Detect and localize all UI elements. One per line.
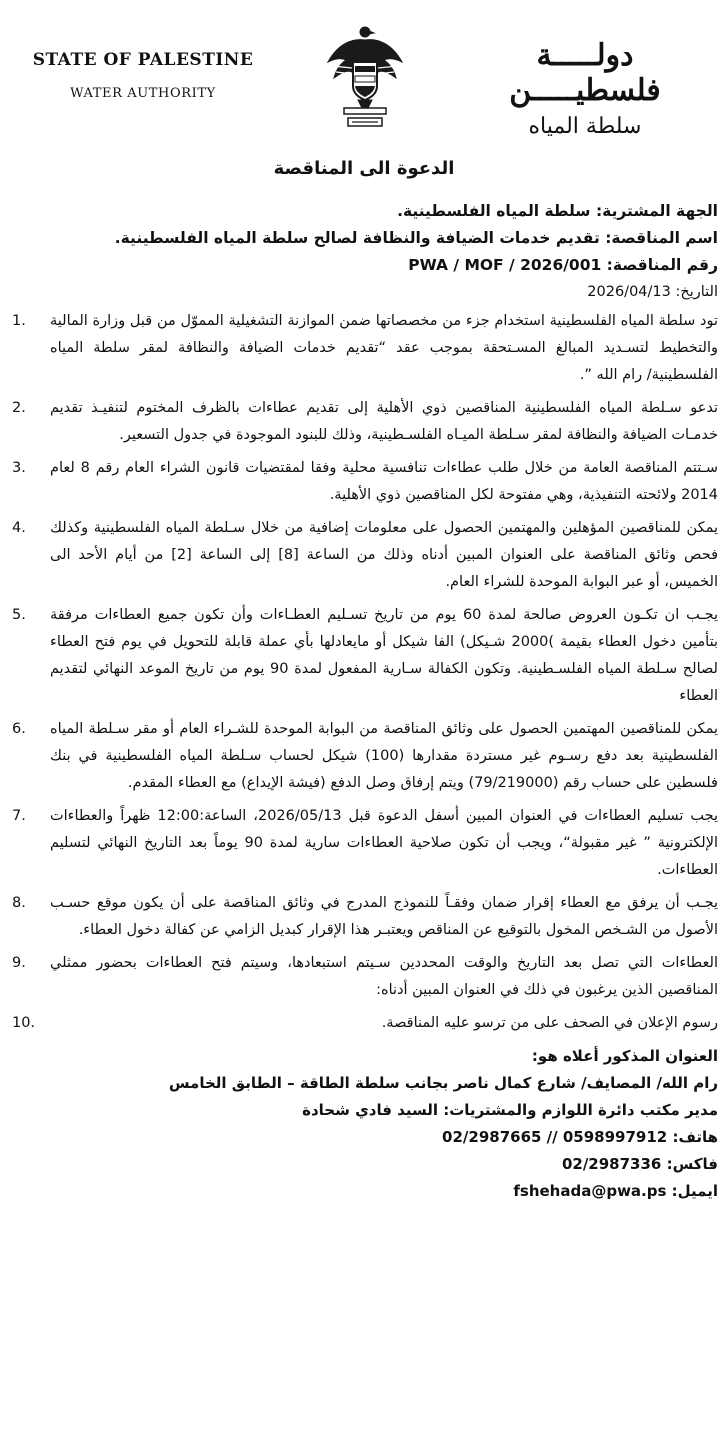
phone-label: هاتف: xyxy=(672,1128,718,1146)
list-item xyxy=(10,515,718,596)
list-item xyxy=(10,308,718,389)
list-item xyxy=(10,395,718,449)
clause-text: يمكن للمناقصين المؤهلين والمهتمين الحصول على معلومات إضافية من خلال سـلطة المياه الفلسطينية وكذلك فحص وثائق المناقصة على العنوان المبين أدناه وذلك من الساعة [8] إلى الساعة [2] من أيام الأحد الى الخميس، أو عبر البوابة الموحدة للشراء العام. xyxy=(50,520,718,590)
tender-name-row xyxy=(10,225,718,252)
clause-number: 7. xyxy=(12,808,26,824)
tender-number-label: رقم المناقصة: xyxy=(606,256,718,274)
list-item xyxy=(10,1010,718,1037)
letterhead xyxy=(0,0,728,150)
clause-text: تدعو سـلطة المياه الفلسطينية المناقصين ذوي الأهلية إلى تقديم عطاءات بالظرف المختوم لتنفيـذ تقديم خدمـات الضيافة والنظافة لمقر سـلطة الميـاه الفلسـطينية، وذلك للبنود الموجودة في جدول التسعير. xyxy=(50,400,718,443)
clause-text: سـتتم المناقصة العامة من خلال طلب عطاءات تنافسية محلية وفقا لمقتضيات قانون الشراء العام رقم 8 لعام 2014 ولائحته التنفيذية، وهي مفتوحة لكل المناقصين ذوي الأهلية. xyxy=(50,460,718,503)
clause-text: يمكن للمناقصين المهتمين الحصول على وثائق المناقصة من البوابة الموحدة للشـراء العام أو مقر سـلطة المياه الفلسطينية بعد دفع رسـوم غير مستردة مقدارها (100) شيكل لحساب سـلطة المياه الفلسطينية في بنك فلسطين على حساب رقم (79/219000) ويتم إرفاق وصل الدفع (فيشة الإيداع) مع العطاء المقدم. xyxy=(50,721,719,791)
list-item xyxy=(10,803,718,884)
clause-text: يجب تسليم العطاءات في العنوان المبين أسفل الدعوة قبل 2026/05/13، الساعة:12:00 ظهراً والعطاءات الإلكترونية ” غير مقبولة“، ويجب أن تكون صلاحية العطاءات سارية لمدة 90 يوماً بعد التاريخ النهائي لتسليم العطاءات. xyxy=(50,808,718,878)
procurement-manager: مدير مكتب دائرة اللوازم والمشتريات: السيد فادي شحادة xyxy=(302,1101,718,1119)
arabic-state-name: دولـــــة فلسطيـــــن xyxy=(509,38,661,108)
date-value: 2026/04/13 xyxy=(587,284,671,300)
tender-name-label: اسم المناقصة: xyxy=(605,229,718,247)
phone-value: 02/2987665 // 0598997912 xyxy=(442,1128,668,1146)
contact-address-block xyxy=(10,1043,718,1205)
arabic-letterhead xyxy=(460,38,710,139)
email-row xyxy=(10,1178,718,1205)
clause-text: تود سلطة المياه الفلسطينية استخدام جزء من مخصصاتها ضمن الموازنة التشغيلية المموّل من قبل وزارة المالية والتخطيط لتسـديد المبالغ المسـتحقة بموجب عقد “تقديم خدمات الضيافة والنظافة لمقر سلطة المياه الفلسطينية/ رام الله ”. xyxy=(50,313,718,383)
date-label: التاريخ: xyxy=(675,284,718,300)
phone-row xyxy=(10,1124,718,1151)
english-letterhead xyxy=(18,50,268,101)
clause-number: 1. xyxy=(12,313,26,329)
address-location: رام الله/ المصايف/ شارع كمال ناصر بجانب سلطة الطاقة – الطابق الخامس xyxy=(168,1074,718,1092)
list-item xyxy=(10,455,718,509)
tender-number-value: PWA / MOF / 2026/001 xyxy=(408,256,602,274)
tender-clauses xyxy=(10,308,718,1037)
clause-text: يجـب ان تكـون العروض صالحة لمدة 60 يوم من تاريخ تسـليم العطـاءات وأن تكون جميع العطاءات مرفقة بتأمين دخول العطاء بقيمة )2000 شـيكل) الفا شيكل أو مايعادلها بأي عملة قابلة للتحويل في يوم فتح العطاء لصالح سـلطة المياه الفلسـطينية. وتكون الكفالة سـارية المفعول لمدة 90 يوم من تاريخ الموعد النهائي لتقديم العطاء xyxy=(50,607,718,704)
fax-row xyxy=(10,1151,718,1178)
clause-text: العطاءات التي تصل بعد التاريخ والوقت المحددين سـيتم استبعادها، وسيتم فتح العطاءات بحضور ممثلي المناقصين الذين يرغبون في ذلك في العنوان المبين أدناه: xyxy=(50,955,718,998)
tender-body xyxy=(10,198,718,1205)
list-item xyxy=(10,950,718,1004)
address-heading: العنوان المذكور أعلاه هو: xyxy=(531,1047,718,1065)
document-title: الدعوة الى المناقصة xyxy=(273,158,455,179)
purchaser-value: سلطة المياه الفلسطينية. xyxy=(397,202,591,220)
email-label: ايميل: xyxy=(671,1182,718,1200)
list-item xyxy=(10,890,718,944)
purchaser-label: الجهة المشترية: xyxy=(595,202,718,220)
english-authority-name: WATER AUTHORITY xyxy=(70,86,216,101)
purchaser-row xyxy=(10,198,718,225)
clause-text: يجـب أن يرفق مع العطاء إقرار ضمان وفقـاً للنموذج المدرج في وثائق المناقصة على أن يكون موقع حسـب الأصول من الشـخص المخول بالتوقيع عن المناقص ويعتبـر هذا الإقرار كبديل الزامي عن كفالة دخول العطاء. xyxy=(50,895,718,938)
tender-name-value: تقديم خدمات الضيافة والنظافة لصالح سلطة المياه الفلسطينية. xyxy=(114,229,600,247)
clause-number: 3. xyxy=(12,460,26,476)
clause-number: 8. xyxy=(12,895,26,911)
list-item xyxy=(10,716,718,797)
clause-number: 2. xyxy=(12,400,26,416)
arabic-authority-name: سلطة المياه xyxy=(528,114,642,139)
tender-number-row xyxy=(10,252,718,279)
fax-label: فاكس: xyxy=(666,1155,718,1173)
clause-number: 5. xyxy=(12,607,26,623)
date-row xyxy=(10,279,718,306)
clause-number: 4. xyxy=(12,520,26,536)
palestine-eagle-emblem-icon xyxy=(322,22,408,134)
clause-number: 9. xyxy=(12,955,26,971)
email-value: fshehada@pwa.ps xyxy=(513,1182,667,1200)
clause-number: 6. xyxy=(12,721,26,737)
clause-text: رسوم الإعلان في الصحف على من ترسو عليه المناقصة. xyxy=(381,1015,718,1031)
list-item xyxy=(10,602,718,710)
english-state-name: STATE OF PALESTINE xyxy=(32,50,254,70)
clause-number: 10. xyxy=(12,1015,36,1031)
fax-value: 02/2987336 xyxy=(561,1155,662,1173)
